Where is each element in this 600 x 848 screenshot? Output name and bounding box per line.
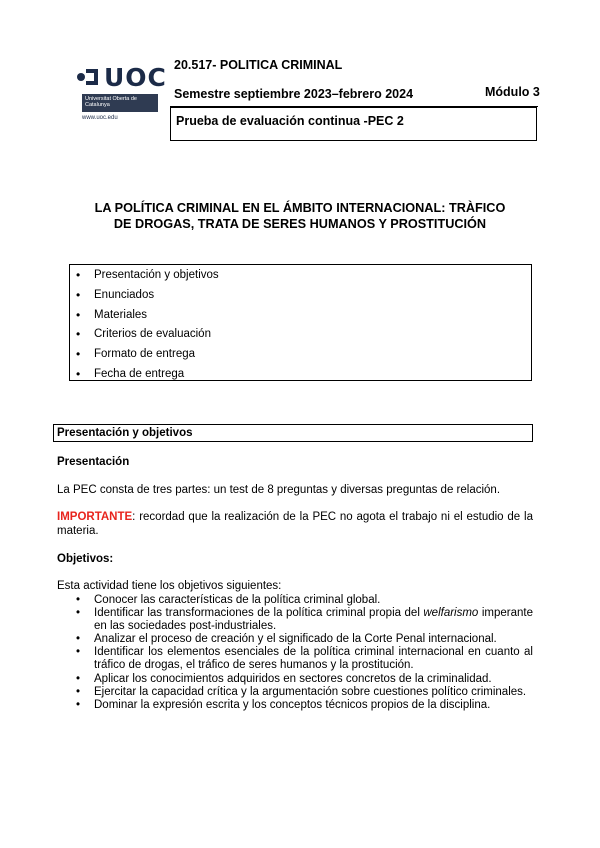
presentation-heading: Presentación [57,456,130,468]
toc-item: • Materiales [70,305,531,325]
list-item: • Conocer las características de la política criminal global. [57,594,533,607]
title-line-1: LA POLÍTICA CRIMINAL EN EL ÁMBITO INTERNACIONAL: TRÀFICO [94,201,506,215]
objectives-list [57,594,533,712]
logo-subtitle: Universitat Oberta de Catalunya [82,94,158,112]
table-of-contents [69,264,532,381]
obj-2-pre: Identificar las transformaciones de la política criminal propia del [94,607,424,620]
objectives-intro: Esta actividad tiene los objetivos siguientes: [57,580,282,592]
toc-item: • Presentación y objetivos [70,265,531,285]
list-item: • Identificar los elementos esenciales de la política criminal internacional en cuanto al tráfico de drogas, el tráfico de seres humanos y la prostitución. [57,646,533,672]
title-line-2: DE DROGAS, TRATA DE SERES HUMANOS Y PROSTITUCIÓN [113,217,487,231]
toc-item: • Enunciados [70,285,531,305]
logo-url: www.uoc.edu [82,115,118,121]
logo-brand-text: UOC [104,63,167,92]
semester-label: Semestre septiembre 2023–febrero 2024 [174,87,414,101]
list-item: • Analizar el proceso de creación y el significado de la Corte Penal internacional. [57,633,533,646]
section-heading: Presentación y objetivos [53,424,533,442]
toc-item: • Formato de entrega [70,344,531,364]
list-item [57,607,533,633]
toc-item: • Fecha de entrega [70,364,531,384]
list-item: • Dominar la expresión escrita y los conceptos técnicos propios de la disciplina. [57,699,533,712]
important-label: IMPORTANTE [57,511,133,523]
toc-item: • Criterios de evaluación [70,324,531,344]
important-note [57,511,533,538]
presentation-text: La PEC consta de tres partes: un test de 8 preguntas y diversas preguntas de relación. [57,484,501,496]
course-title: 20.517- POLITICA CRIMINAL [174,58,343,72]
module-label: Módulo 3 [485,85,540,99]
objectives-heading: Objetivos: [57,553,114,565]
obj-2-emphasis: welfarismo [423,607,479,620]
obj-2-post: imperante en las sociedades post-industriales. [94,607,533,633]
uoc-logo-mark-icon [76,66,100,88]
list-item: • Ejercitar la capacidad crítica y la argumentación sobre cuestiones político criminales. [57,686,533,699]
important-text: : recordad que la realización de la PEC no agota el trabajo ni el estudio de la materia. [57,511,533,537]
assessment-label: Prueba de evaluación continua -PEC 2 [176,114,404,128]
list-item: • Aplicar los conocimientos adquiridos en sectores concretos de la criminalidad. [57,673,533,686]
document-title [40,200,560,232]
